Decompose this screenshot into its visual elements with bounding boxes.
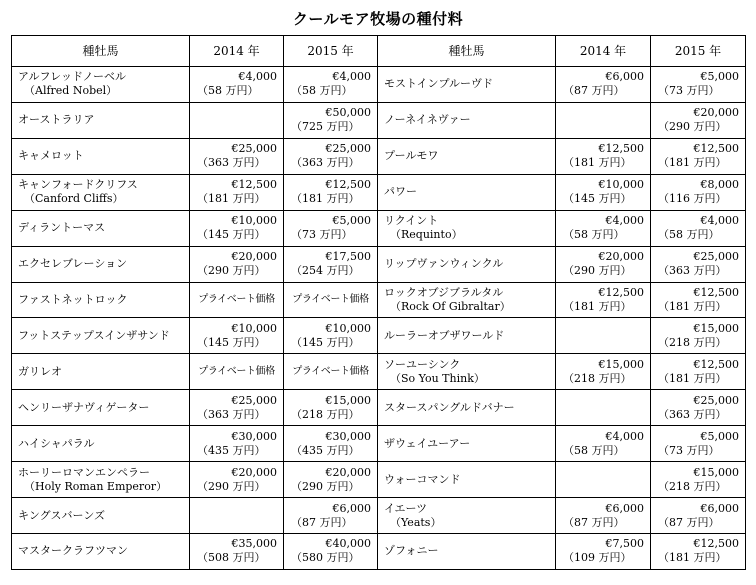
stallion-name-en: （So You Think） bbox=[390, 371, 485, 385]
private-price-14: プライベート価格 bbox=[190, 282, 284, 318]
fee-euro-14: €12,500 bbox=[231, 178, 277, 192]
fee-cell-14 bbox=[190, 498, 284, 534]
fee-cell-14 bbox=[190, 390, 284, 426]
stallion-name-cell bbox=[12, 426, 190, 462]
header-2015-right: 2015 年 bbox=[651, 36, 746, 67]
fee-euro-15: €50,000 bbox=[325, 106, 371, 120]
stallion-name: モストインプルーヴド bbox=[384, 77, 494, 91]
fee-euro-15: €12,500 bbox=[693, 285, 739, 299]
table-row bbox=[12, 426, 746, 462]
private-price-15: プライベート価格 bbox=[284, 282, 378, 318]
fee-euro-15: €25,000 bbox=[325, 142, 371, 156]
stallion-name-cell bbox=[12, 138, 190, 174]
fee-yen-15: （290 万円） bbox=[291, 479, 360, 493]
stallion-name: ザウェイユーアー bbox=[384, 436, 471, 450]
fee-cell-15 bbox=[284, 246, 378, 282]
stallion-name-cell bbox=[12, 174, 190, 210]
fee-euro-15: €40,000 bbox=[325, 537, 371, 551]
fee-cell-15 bbox=[284, 462, 378, 498]
private-price-15: プライベート価格 bbox=[284, 354, 378, 390]
header-2014-left: 2014 年 bbox=[190, 36, 284, 67]
fee-cell-15 bbox=[284, 498, 378, 534]
fee-cell-15 bbox=[284, 102, 378, 138]
stallion-name: ソーユーシンク bbox=[384, 357, 461, 371]
fee-euro-14: €30,000 bbox=[231, 429, 277, 443]
table-body bbox=[12, 67, 746, 570]
stallion-name: アルフレッドノーベル bbox=[18, 70, 127, 84]
stud-fee-table bbox=[11, 35, 746, 570]
fee-cell-15 bbox=[651, 174, 746, 210]
fee-euro-15: €15,000 bbox=[325, 393, 371, 407]
fee-yen-14: （87 万円） bbox=[563, 84, 625, 98]
fee-yen-15: （363 万円） bbox=[658, 407, 727, 421]
fee-yen-15: （87 万円） bbox=[291, 515, 353, 529]
fee-yen-14: （290 万円） bbox=[197, 264, 266, 278]
table-row bbox=[12, 174, 746, 210]
fee-cell-14 bbox=[190, 138, 284, 174]
fee-cell-14 bbox=[556, 282, 651, 318]
fee-cell-15 bbox=[284, 426, 378, 462]
fee-yen-14: （58 万円） bbox=[197, 84, 259, 98]
stallion-name-cell bbox=[378, 426, 556, 462]
stallion-name: イエーツ bbox=[384, 501, 428, 515]
fee-yen-15: （73 万円） bbox=[658, 443, 720, 457]
stallion-name-cell bbox=[378, 318, 556, 354]
stallion-name-cell bbox=[378, 390, 556, 426]
fee-euro-14: €4,000 bbox=[238, 70, 277, 84]
fee-euro-14: €4,000 bbox=[605, 214, 644, 228]
stallion-name: パワー bbox=[384, 185, 417, 199]
stallion-name-cell bbox=[378, 174, 556, 210]
fee-euro-15: €10,000 bbox=[325, 321, 371, 335]
stallion-name: プールモワ bbox=[384, 149, 439, 163]
private-price-14: プライベート価格 bbox=[190, 354, 284, 390]
fee-yen-14: （145 万円） bbox=[197, 228, 266, 242]
fee-euro-14: €20,000 bbox=[231, 465, 277, 479]
fee-euro-14: €6,000 bbox=[605, 70, 644, 84]
table-row bbox=[12, 533, 746, 569]
stallion-name-cell bbox=[378, 138, 556, 174]
header-2015-left: 2015 年 bbox=[284, 36, 378, 67]
fee-yen-14: （290 万円） bbox=[197, 479, 266, 493]
stallion-name-cell bbox=[378, 282, 556, 318]
stallion-name: ホーリーロマンエンペラー bbox=[18, 465, 150, 479]
fee-euro-14: €35,000 bbox=[231, 537, 277, 551]
fee-cell-14 bbox=[190, 533, 284, 569]
stallion-name-cell bbox=[378, 210, 556, 246]
fee-yen-15: （181 万円） bbox=[658, 156, 727, 170]
stallion-name-cell bbox=[12, 318, 190, 354]
fee-yen-15: （116 万円） bbox=[658, 192, 727, 206]
fee-yen-15: （363 万円） bbox=[658, 264, 727, 278]
fee-cell-14 bbox=[190, 210, 284, 246]
fee-yen-15: （218 万円） bbox=[658, 479, 727, 493]
fee-euro-14: €10,000 bbox=[231, 321, 277, 335]
stallion-name-en: （Rock Of Gibraltar） bbox=[390, 299, 511, 313]
fee-cell-14 bbox=[556, 462, 651, 498]
fee-yen-15: （145 万円） bbox=[291, 335, 360, 349]
stallion-name: キングスバーンズ bbox=[18, 508, 106, 522]
fee-yen-15: （580 万円） bbox=[291, 551, 360, 565]
fee-euro-15: €6,000 bbox=[332, 501, 371, 515]
fee-yen-14: （58 万円） bbox=[563, 228, 625, 242]
fee-cell-15 bbox=[651, 462, 746, 498]
stallion-name: ヘンリーザナヴィゲーター bbox=[18, 400, 150, 414]
fee-euro-15: €6,000 bbox=[700, 501, 739, 515]
stallion-name-en: （Canford Cliffs） bbox=[24, 192, 124, 206]
fee-yen-14: （109 万円） bbox=[563, 551, 632, 565]
table-row bbox=[12, 318, 746, 354]
header-stallion-right: 種牡馬 bbox=[378, 36, 556, 67]
stallion-name-cell bbox=[12, 67, 190, 103]
fee-yen-14: （435 万円） bbox=[197, 443, 266, 457]
fee-cell-14 bbox=[556, 174, 651, 210]
fee-euro-14: €25,000 bbox=[231, 393, 277, 407]
table-row bbox=[12, 354, 746, 390]
fee-cell-15 bbox=[284, 67, 378, 103]
fee-euro-14: €12,500 bbox=[598, 285, 644, 299]
fee-cell-14 bbox=[556, 354, 651, 390]
stallion-name: スタースパングルドバナー bbox=[384, 400, 515, 414]
fee-euro-15: €12,500 bbox=[693, 142, 739, 156]
fee-cell-14 bbox=[556, 533, 651, 569]
header-2014-right: 2014 年 bbox=[556, 36, 651, 67]
stallion-name: ディラントーマス bbox=[18, 221, 106, 235]
stallion-name-en: （Requinto） bbox=[390, 228, 463, 242]
stallion-name: ルーラーオブザワールド bbox=[384, 328, 505, 342]
fee-cell-14 bbox=[190, 318, 284, 354]
fee-cell-14 bbox=[556, 318, 651, 354]
fee-cell-15 bbox=[284, 390, 378, 426]
fee-yen-14: （87 万円） bbox=[563, 515, 625, 529]
fee-yen-15: （218 万円） bbox=[658, 335, 727, 349]
fee-yen-15: （87 万円） bbox=[658, 515, 720, 529]
fee-yen-14: （181 万円） bbox=[563, 156, 632, 170]
fee-yen-15: （290 万円） bbox=[658, 120, 727, 134]
fee-cell-15 bbox=[651, 67, 746, 103]
fee-euro-14: €7,500 bbox=[605, 537, 644, 551]
fee-cell-14 bbox=[190, 174, 284, 210]
fee-euro-14: €15,000 bbox=[598, 357, 644, 371]
fee-euro-15: €5,000 bbox=[700, 70, 739, 84]
fee-euro-14: €6,000 bbox=[605, 501, 644, 515]
stallion-name-en: （Alfred Nobel） bbox=[24, 84, 118, 98]
stallion-name: マスタークラフツマン bbox=[18, 544, 128, 558]
table-row bbox=[12, 390, 746, 426]
stallion-name-en: （Yeats） bbox=[390, 515, 442, 529]
fee-yen-14: （145 万円） bbox=[563, 192, 632, 206]
fee-euro-15: €12,500 bbox=[693, 357, 739, 371]
stallion-name: ウォーコマンド bbox=[384, 472, 461, 486]
table-row bbox=[12, 282, 746, 318]
fee-yen-15: （181 万円） bbox=[291, 192, 360, 206]
stallion-name-cell bbox=[12, 498, 190, 534]
stallion-name-en: （Holy Roman Emperor） bbox=[24, 479, 168, 493]
fee-euro-15: €15,000 bbox=[693, 465, 739, 479]
fee-cell-14 bbox=[190, 246, 284, 282]
stallion-name-cell bbox=[12, 102, 190, 138]
stallion-name-cell bbox=[378, 533, 556, 569]
fee-cell-14 bbox=[190, 426, 284, 462]
stallion-name: ファストネットロック bbox=[18, 292, 128, 306]
fee-euro-15: €4,000 bbox=[700, 214, 739, 228]
fee-yen-15: （181 万円） bbox=[658, 299, 727, 313]
fee-cell-15 bbox=[651, 390, 746, 426]
fee-euro-14: €25,000 bbox=[231, 142, 277, 156]
fee-cell-15 bbox=[651, 246, 746, 282]
fee-euro-14: €20,000 bbox=[598, 250, 644, 264]
fee-yen-15: （73 万円） bbox=[658, 84, 720, 98]
stallion-name-cell bbox=[12, 210, 190, 246]
stallion-name: リクイント bbox=[384, 214, 439, 228]
page-title: クールモア牧場の種付料 bbox=[292, 10, 464, 28]
fee-cell-15 bbox=[651, 354, 746, 390]
fee-euro-15: €5,000 bbox=[700, 429, 739, 443]
fee-yen-14: （363 万円） bbox=[197, 407, 266, 421]
stallion-name: フットステップスインザサンド bbox=[18, 328, 170, 342]
fee-cell-14 bbox=[190, 67, 284, 103]
fee-cell-15 bbox=[284, 318, 378, 354]
fee-cell-14 bbox=[556, 426, 651, 462]
fee-yen-15: （218 万円） bbox=[291, 407, 360, 421]
table-row bbox=[12, 102, 746, 138]
fee-cell-14 bbox=[556, 67, 651, 103]
table-row bbox=[12, 498, 746, 534]
fee-euro-15: €4,000 bbox=[332, 70, 371, 84]
fee-cell-15 bbox=[651, 210, 746, 246]
fee-cell-14 bbox=[556, 498, 651, 534]
stallion-name: ノーネイネヴァー bbox=[384, 113, 471, 127]
fee-yen-15: （435 万円） bbox=[291, 443, 360, 457]
fee-cell-15 bbox=[651, 138, 746, 174]
fee-yen-14: （58 万円） bbox=[563, 443, 625, 457]
fee-yen-14: （145 万円） bbox=[197, 335, 266, 349]
fee-euro-14: €12,500 bbox=[598, 142, 644, 156]
fee-cell-15 bbox=[651, 282, 746, 318]
stallion-name-cell bbox=[378, 354, 556, 390]
stallion-name: キャメロット bbox=[18, 149, 84, 163]
fee-euro-15: €17,500 bbox=[325, 250, 371, 264]
stallion-name-cell bbox=[12, 246, 190, 282]
fee-cell-15 bbox=[651, 318, 746, 354]
header-row bbox=[12, 36, 746, 67]
stallion-name: ゾフォニー bbox=[384, 544, 439, 558]
fee-yen-14: （290 万円） bbox=[563, 264, 632, 278]
fee-euro-14: €4,000 bbox=[605, 429, 644, 443]
fee-yen-15: （58 万円） bbox=[291, 84, 353, 98]
table-row bbox=[12, 138, 746, 174]
fee-cell-15 bbox=[651, 498, 746, 534]
table-row bbox=[12, 210, 746, 246]
stallion-name: エクセレブレーション bbox=[18, 257, 128, 271]
stallion-name: ハイシャパラル bbox=[18, 436, 95, 450]
fee-cell-14 bbox=[190, 102, 284, 138]
stallion-name-cell bbox=[12, 533, 190, 569]
stallion-name-cell bbox=[378, 462, 556, 498]
fee-cell-15 bbox=[284, 210, 378, 246]
stallion-name: キャンフォードクリフス bbox=[18, 178, 138, 192]
fee-euro-15: €12,500 bbox=[693, 537, 739, 551]
fee-yen-15: （725 万円） bbox=[291, 120, 360, 134]
fee-euro-15: €30,000 bbox=[325, 429, 371, 443]
fee-cell-14 bbox=[556, 210, 651, 246]
fee-cell-15 bbox=[651, 533, 746, 569]
fee-cell-14 bbox=[556, 246, 651, 282]
fee-euro-15: €20,000 bbox=[325, 465, 371, 479]
stallion-name: リップヴァンウィンクル bbox=[384, 257, 504, 271]
fee-cell-15 bbox=[284, 533, 378, 569]
stallion-name-cell bbox=[378, 102, 556, 138]
stallion-name: ロックオブジブラルタル bbox=[384, 285, 504, 299]
fee-yen-15: （73 万円） bbox=[291, 228, 353, 242]
stallion-name: ガリレオ bbox=[18, 364, 62, 378]
stallion-name: オーストラリア bbox=[18, 113, 95, 127]
fee-euro-14: €10,000 bbox=[231, 214, 277, 228]
fee-yen-14: （218 万円） bbox=[563, 371, 632, 385]
fee-cell-15 bbox=[651, 426, 746, 462]
table-row bbox=[12, 462, 746, 498]
table-row bbox=[12, 246, 746, 282]
fee-yen-15: （181 万円） bbox=[658, 371, 727, 385]
stallion-name-cell bbox=[378, 498, 556, 534]
fee-cell-15 bbox=[284, 138, 378, 174]
stallion-name-cell bbox=[12, 282, 190, 318]
fee-yen-15: （58 万円） bbox=[658, 228, 720, 242]
fee-yen-14: （181 万円） bbox=[197, 192, 266, 206]
header-stallion-left: 種牡馬 bbox=[12, 36, 190, 67]
fee-euro-15: €25,000 bbox=[693, 250, 739, 264]
fee-cell-15 bbox=[651, 102, 746, 138]
fee-euro-15: €20,000 bbox=[693, 106, 739, 120]
stallion-name-cell bbox=[378, 246, 556, 282]
fee-euro-15: €25,000 bbox=[693, 393, 739, 407]
fee-cell-14 bbox=[556, 390, 651, 426]
fee-yen-15: （363 万円） bbox=[291, 156, 360, 170]
fee-yen-14: （508 万円） bbox=[197, 551, 266, 565]
fee-cell-14 bbox=[556, 138, 651, 174]
fee-yen-15: （181 万円） bbox=[658, 551, 727, 565]
fee-euro-14: €10,000 bbox=[598, 178, 644, 192]
fee-cell-14 bbox=[556, 102, 651, 138]
fee-cell-14 bbox=[190, 462, 284, 498]
fee-euro-14: €20,000 bbox=[231, 250, 277, 264]
fee-yen-14: （363 万円） bbox=[197, 156, 266, 170]
fee-yen-15: （254 万円） bbox=[291, 264, 360, 278]
fee-euro-15: €5,000 bbox=[332, 214, 371, 228]
stallion-name-cell bbox=[12, 390, 190, 426]
stallion-name-cell bbox=[12, 354, 190, 390]
fee-yen-14: （181 万円） bbox=[563, 299, 632, 313]
fee-euro-15: €8,000 bbox=[700, 178, 739, 192]
stallion-name-cell bbox=[12, 462, 190, 498]
fee-euro-15: €12,500 bbox=[325, 178, 371, 192]
fee-euro-15: €15,000 bbox=[693, 321, 739, 335]
table-row bbox=[12, 67, 746, 103]
stallion-name-cell bbox=[378, 67, 556, 103]
fee-cell-15 bbox=[284, 174, 378, 210]
